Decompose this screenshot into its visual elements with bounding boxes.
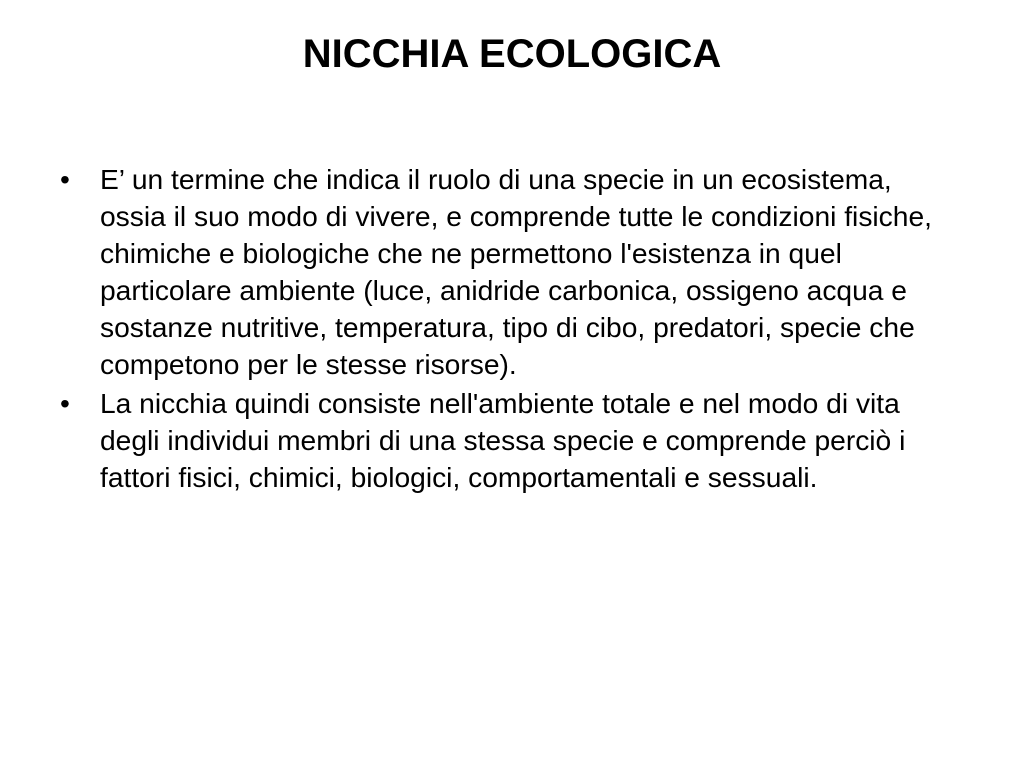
bullet-item-summary [60,385,960,496]
bullet-marker: • [60,163,70,195]
bullet-list [60,161,960,498]
bullet-text: La nicchia quindi consiste nell'ambiente totale e nel modo di vita degli individui membri di una stessa specie e comprende perciò i fattori fisici, chimici, biologici, comportamentali e sessuali. [100,387,906,493]
bullet-marker: • [60,387,70,419]
slide-title: NICCHIA ECOLOGICA [302,32,722,76]
bullet-item-definition [60,161,960,383]
bullet-text: E’ un termine che indica il ruolo di una specie in un ecosistema, ossia il suo modo di vivere, e comprende tutte le condizioni fisiche, chimiche e biologiche che ne permettono l'esistenza in quel particolare ambiente (luce, anidride carbonica, ossigeno acqua e sostanze nutritive, temperatura, tipo di cibo, predatori, specie che competono per le stesse risorse). [100,163,932,380]
